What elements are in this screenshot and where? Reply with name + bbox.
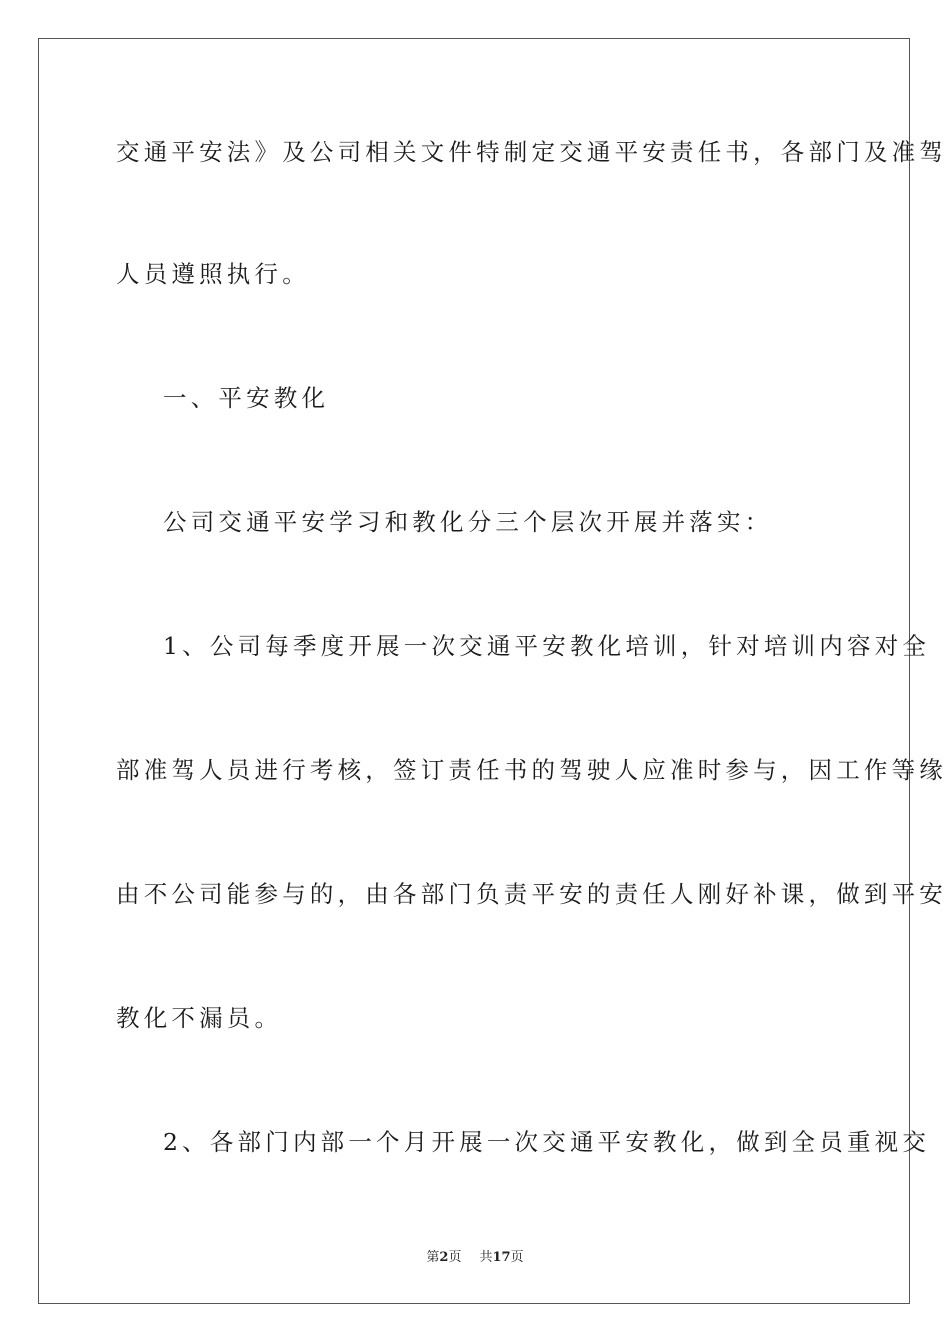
text-line: 由不公司能参与的，由各部门负责平安的责任人刚好补课，做到平安 xyxy=(116,880,947,908)
total-prefix: 共 xyxy=(479,1250,493,1265)
section-heading: 一、平安教化 xyxy=(163,384,330,412)
text-line: 交通平安法》及公司相关文件特制定交通平安责任书，各部门及准驾 xyxy=(116,138,947,166)
text-line: 教化不漏员。 xyxy=(116,1004,283,1032)
list-item-1-line: 1、公司每季度开展一次交通平安教化培训，针对培训内容对全 xyxy=(163,632,931,660)
page-border xyxy=(38,38,910,1304)
page-number: 2 xyxy=(439,1250,449,1265)
text-line: 部准驾人员进行考核，签订责任书的驾驶人应准时参与，因工作等缘 xyxy=(116,756,947,784)
text-line: 人员遵照执行。 xyxy=(116,260,310,288)
page-suffix: 页 xyxy=(448,1250,462,1265)
total-suffix: 页 xyxy=(510,1250,524,1265)
list-item-2-line: 2、各部门内部一个月开展一次交通平安教化，做到全员重视交 xyxy=(163,1128,931,1156)
total-pages: 17 xyxy=(492,1250,511,1265)
page-prefix: 第 xyxy=(426,1250,440,1265)
page-footer xyxy=(0,1246,950,1265)
paragraph-intro: 公司交通平安学习和教化分三个层次开展并落实： xyxy=(163,508,773,536)
